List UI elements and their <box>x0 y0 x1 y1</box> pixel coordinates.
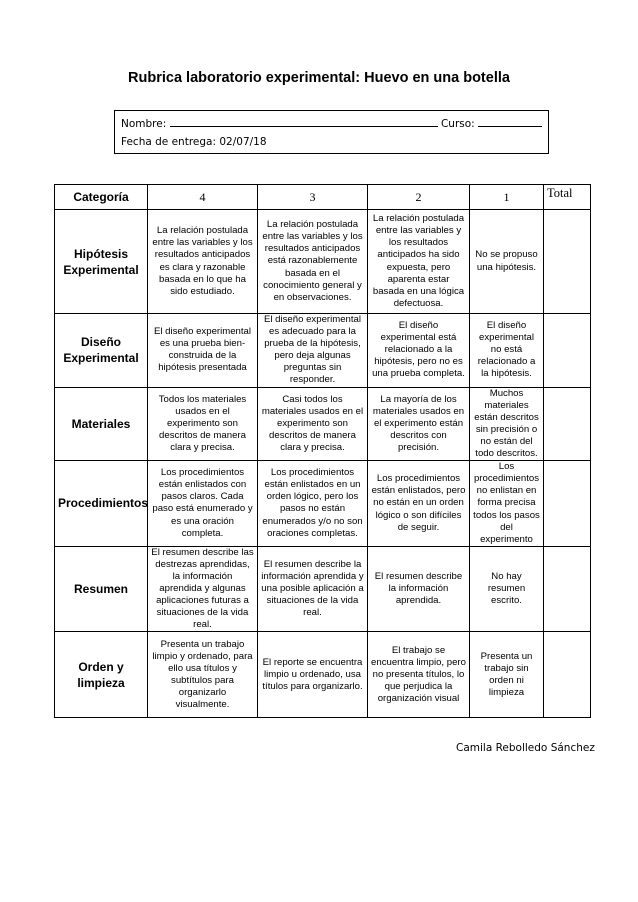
criterion-cell-4: El resumen describe las destrezas aprendidas, la información aprendida y algunas aplicaciones futuras a situaciones de la vida real. <box>148 546 258 632</box>
author-signature: Camila Rebolledo Sánchez <box>456 742 595 754</box>
total-cell <box>544 314 591 388</box>
criterion-cell-2: Los procedimientos están enlistados, pero no están en un orden lógico o son difíciles de seguir. <box>368 461 470 547</box>
criterion-cell-2: La relación postulada entre las variables y los resultados anticipados ha sido expuesta, pero aparenta estar basada en una lógica defectuosa. <box>368 210 470 314</box>
category-cell: Diseño Experimental <box>55 314 148 388</box>
rubric-table <box>54 184 591 718</box>
criterion-cell-4: La relación postulada entre las variables y los resultados anticipados es clara y razonable basada en lo que ha sido estudiado. <box>148 210 258 314</box>
header-score-1: 1 <box>470 185 544 210</box>
criterion-cell-3: El diseño experimental es adecuado para la prueba de la hipótesis, pero deja algunas preguntas sin responder. <box>258 314 368 388</box>
category-cell: Resumen <box>55 546 148 632</box>
rubric-row-orden-limpieza <box>55 632 591 718</box>
total-cell <box>544 632 591 718</box>
criterion-cell-1: Presenta un trabajo sin orden ni limpieza <box>470 632 544 718</box>
rubric-row-materiales <box>55 387 591 461</box>
rubric-row-resumen <box>55 546 591 632</box>
fecha-value: 02/07/18 <box>219 136 267 148</box>
rubric-row-procedimientos <box>55 461 591 547</box>
criterion-cell-3: Casi todos los materiales usados en el experimento son descritos de manera clara y precisa. <box>258 387 368 461</box>
criterion-cell-4: Presenta un trabajo limpio y ordenado, para ello usa títulos y subtítulos para organizarlo visualmente. <box>148 632 258 718</box>
criterion-cell-3: La relación postulada entre las variables y los resultados anticipados está razonablemente basada en el conocimiento general y en observaciones. <box>258 210 368 314</box>
criterion-cell-3: Los procedimientos están enlistados en un orden lógico, pero los pasos no están enumerados y/o no son oraciones completas. <box>258 461 368 547</box>
criterion-cell-4: Los procedimientos están enlistados con pasos claros. Cada paso está enumerado y es una oración completa. <box>148 461 258 547</box>
criterion-cell-1: El diseño experimental no está relacionado a la hipótesis. <box>470 314 544 388</box>
total-cell <box>544 461 591 547</box>
header-score-3: 3 <box>258 185 368 210</box>
nombre-blank-line <box>170 115 438 127</box>
due-date-row <box>121 133 548 151</box>
nombre-label: Nombre: <box>121 118 167 130</box>
criterion-cell-1: Los procedimientos no enlistan en forma precisa todos los pasos del experimento <box>470 461 544 547</box>
criterion-cell-2: La mayoría de los materiales usados en el experimento están descritos con precisión. <box>368 387 470 461</box>
curso-blank-line <box>478 115 542 127</box>
criterion-cell-2: El trabajo se encuentra limpio, pero no presenta títulos, lo que perjudica la organización visual <box>368 632 470 718</box>
header-categoria: Categoría <box>55 185 148 210</box>
category-cell: Materiales <box>55 387 148 461</box>
document-title: Rubrica laboratorio experimental: Huevo en una botella <box>128 70 510 86</box>
criterion-cell-3: El reporte se encuentra limpio u ordenado, usa títulos para organizarlo. <box>258 632 368 718</box>
criterion-cell-1: No se propuso una hipótesis. <box>470 210 544 314</box>
total-cell <box>544 546 591 632</box>
fecha-label: Fecha de entrega: <box>121 136 217 148</box>
rubric-row-diseno <box>55 314 591 388</box>
criterion-cell-2: El diseño experimental está relacionado a la hipótesis, pero no es una prueba completa. <box>368 314 470 388</box>
header-score-4: 4 <box>148 185 258 210</box>
rubric-row-hipotesis <box>55 210 591 314</box>
header-total: Total <box>544 185 591 210</box>
header-row <box>55 185 591 210</box>
criterion-cell-3: El resumen describe la información aprendida y una posible aplicación a situaciones de la vida real. <box>258 546 368 632</box>
category-cell: Procedimientos <box>55 461 148 547</box>
category-cell: Orden y limpieza <box>55 632 148 718</box>
criterion-cell-2: El resumen describe la información aprendida. <box>368 546 470 632</box>
criterion-cell-1: Muchos materiales están descritos sin precisión o no están del todo descritos. <box>470 387 544 461</box>
header-score-2: 2 <box>368 185 470 210</box>
curso-label: Curso: <box>440 118 475 130</box>
total-cell <box>544 210 591 314</box>
criterion-cell-4: Todos los materiales usados en el experimento son descritos de manera clara y precisa. <box>148 387 258 461</box>
category-cell: Hipótesis Experimental <box>55 210 148 314</box>
name-course-row <box>121 115 548 133</box>
total-cell <box>544 387 591 461</box>
criterion-cell-1: No hay resumen escrito. <box>470 546 544 632</box>
student-info-box <box>114 110 549 154</box>
criterion-cell-4: El diseño experimental es una prueba bien-construida de la hipótesis presentada <box>148 314 258 388</box>
